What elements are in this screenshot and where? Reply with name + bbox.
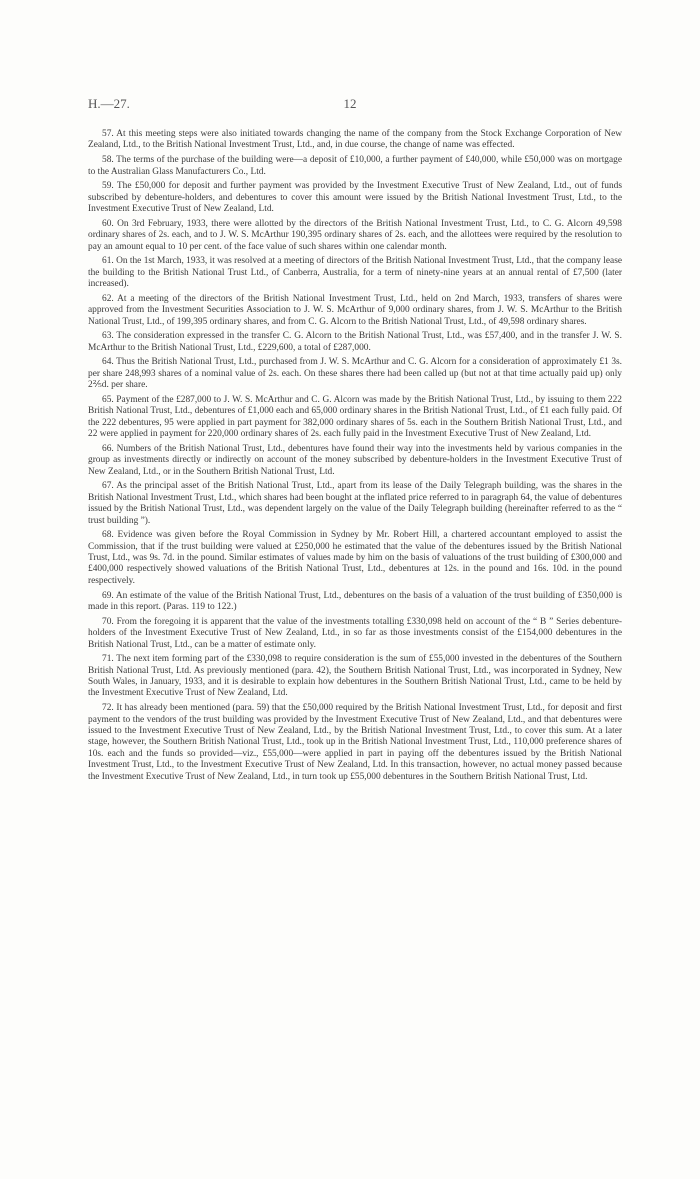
paragraph-67: 67. As the principal asset of the British National Trust, Ltd., apart from its lease of the Daily Telegraph building, was the shares in the British National Investment Trust, Ltd., which shares had been bought at the inflated price referred to in paragraph 64, the value of debentures issued by the British National Trust, Ltd., was dependent largely on the value of the Daily Telegraph building (hereinafter referred to as the “ trust building ”). <box>88 481 622 526</box>
page-number: 12 <box>343 96 357 111</box>
paragraph-63: 63. The consideration expressed in the transfer C. G. Alcorn to the British National Trust, Ltd., was £57,400, and in the transfer J. W. S. McArthur to the British National Trust, Ltd., £229,600, a total of £287,000. <box>88 331 622 353</box>
paragraph-70: 70. From the foregoing it is apparent that the value of the investments totalling £330,098 held on account of the “ B ” Series debenture-holders of the Investment Executive Trust of New Zealand, Ltd., in so far as those investments consist of the £154,000 debentures in the British National Trust, Ltd., can be a matter of estimate only. <box>88 616 622 650</box>
paragraph-64: 64. Thus the British National Trust, Ltd., purchased from J. W. S. McArthur and C. G. Alcorn for a consideration of approximately £1 3s. per share 248,993 shares of a nominal value of 2s. each. On these shares there had been called up (but not at that time actually paid up) only 2⅖d. per share. <box>88 357 622 391</box>
paragraph-68: 68. Evidence was given before the Royal Commission in Sydney by Mr. Robert Hill, a chartered accountant employed to assist the Commission, that if the trust building were valued at £250,000 he estimated that the value of the debentures issued by the British National Trust, Ltd., was 9s. 7d. in the pound. Similar estimates of values made by him on the basis of valuations of the trust building of £300,000 and £400,000 respectively showed valuations of the British National Trust, Ltd., debentures at 12s. in the pound and 16s. 10d. in the pound respectively. <box>88 530 622 586</box>
paragraph-62: 62. At a meeting of the directors of the British National Investment Trust, Ltd., held on 2nd March, 1933, transfers of shares were approved from the Investment Securities Association to J. W. S. McArthur of 9,000 ordinary shares, from J. W. S. McArthur to the British National Trust, Ltd., of 199,395 ordinary shares, and from C. G. Alcorn to the British National Trust, Ltd., of 49,598 ordinary shares. <box>88 293 622 327</box>
paragraph-69: 69. An estimate of the value of the British National Trust, Ltd., debentures on the basis of a valuation of the trust building of £350,000 is made in this report. (Paras. 119 to 122.) <box>88 590 622 612</box>
paragraph-65: 65. Payment of the £287,000 to J. W. S. McArthur and C. G. Alcorn was made by the British National Trust, Ltd., by issuing to them 222 British National Trust, Ltd., debentures of £1,000 each and 65,000 ordinary shares in the British National Trust, Ltd., of £1 each fully paid. Of the 222 debentures, 95 were applied in part payment for 382,000 ordinary shares of 5s. each in the Southern British National Trust, Ltd., and 22 were applied in payment for 220,000 ordinary shares of 2s. each fully paid in the Investment Executive Trust of New Zealand, Ltd. <box>88 394 622 440</box>
paragraph-72: 72. It has already been mentioned (para. 59) that the £50,000 required by the British National Investment Trust, Ltd., for deposit and first payment to the vendors of the trust building was provided by the Investment Executive Trust of New Zealand, Ltd., and that debentures were issued to the Investment Executive Trust of New Zealand, Ltd., by the British National Investment Trust, Ltd., to cover this sum. At a later stage, however, the Southern British National Trust, Ltd., took up in the British National Investment Trust, Ltd., 110,000 preference shares of 10s. each and the funds so provided—viz., £55,000—were applied in part in paying off the debentures issued by the British National Investment Trust, Ltd., to the Investment Executive Trust of New Zealand, Ltd. In this transaction, however, no actual money passed because the Investment Executive Trust of New Zealand, Ltd., in turn took up £55,000 debentures in the Southern British National Trust, Ltd. <box>88 703 622 782</box>
document-body <box>88 129 622 786</box>
page-header <box>88 96 612 116</box>
paragraph-71: 71. The next item forming part of the £330,098 to require consideration is the sum of £55,000 invested in the debentures of the Southern British National Trust, Ltd. As previously mentioned (para. 42), the Southern British National Trust, Ltd., was incorporated in Sydney, New South Wales, in January, 1933, and it is desirable to explain how debentures in the Southern British National Trust, Ltd., came to be held by the Investment Executive Trust of New Zealand, Ltd. <box>88 654 622 699</box>
paragraph-66: 66. Numbers of the British National Trust, Ltd., debentures have found their way into the investments held by various companies in the group as investments directly or indirectly on account of the money subscribed by debenture-holders in the Investment Executive Trust of New Zealand, Ltd., or in the Southern British National Trust, Ltd. <box>88 443 622 477</box>
document-reference: H.—27. <box>88 96 130 111</box>
paragraph-57: 57. At this meeting steps were also initiated towards changing the name of the company from the Stock Exchange Corporation of New Zealand, Ltd., to the British National Investment Trust, Ltd., and, in due course, the change of name was effected. <box>88 129 622 151</box>
paragraph-58: 58. The terms of the purchase of the building were—a deposit of £10,000, a further payment of £40,000, while £50,000 was on mortgage to the Australian Glass Manufacturers Co., Ltd. <box>88 155 622 177</box>
paragraph-61: 61. On the 1st March, 1933, it was resolved at a meeting of directors of the British National Investment Trust, Ltd., that the company lease the building to the British National Trust Ltd., of Canberra, Australia, for a term of ninety-nine years at an annual rental of £7,500 (later increased). <box>88 256 622 290</box>
paragraph-59: 59. The £50,000 for deposit and further payment was provided by the Investment Executive Trust of New Zealand, Ltd., out of funds subscribed by debenture-holders, and debentures to cover this amount were issued by the British National Investment Trust, Ltd., to the Investment Executive Trust of New Zealand, Ltd. <box>88 181 622 215</box>
paragraph-60: 60. On 3rd February, 1933, there were allotted by the directors of the British National Investment Trust, Ltd., to C. G. Alcorn 49,598 ordinary shares of 2s. each, and to J. W. S. McArthur 190,395 ordinary shares of 2s. each, and the allottees were required by the resolution to pay an amount equal to 10 per cent. of the face value of such shares within one calendar month. <box>88 218 622 252</box>
